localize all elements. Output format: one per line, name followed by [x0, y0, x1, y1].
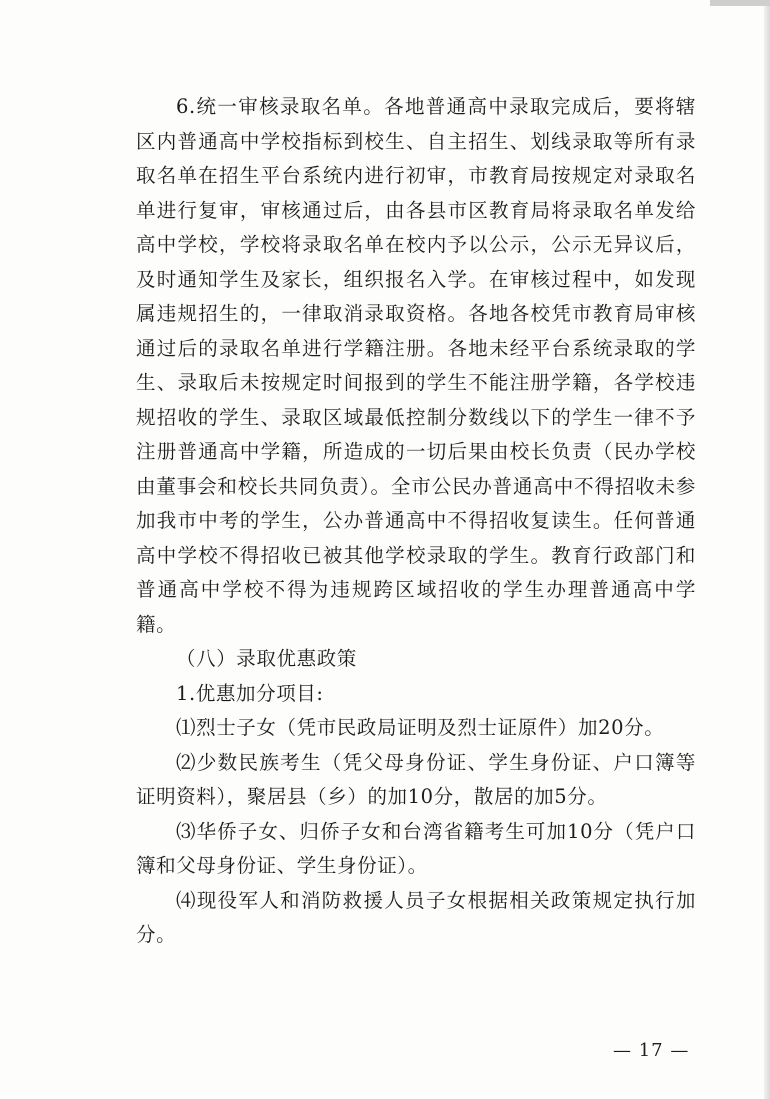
scan-corner — [710, 0, 770, 6]
paragraph-6: 6.统一审核录取名单。各地普通高中录取完成后，要将辖区内普通高中学校指标到校生、自主招生、划线录取等所有录取名单在招生平台系统内进行初审，市教育局按规定对录取名单进行复审，审核通过后，由各县市区教育局将录取名单发给高中学校，学校将录取名单在校内予以公示，公示无异议后，及时通知学生及家长，组织报名入学。在审核过程中，如发现属违规招生的，一律取消录取资格。各地各校凭市教育局审核通过后的录取名单进行学籍注册。各地未经平台系统录取的学生、录取后未按规定时间报到的学生不能注册学籍，各学校违规招收的学生、录取区域最低控制分数线以下的学生一律不予注册普通高中学籍，所造成的一切后果由校长负责（民办学校由董事会和校长共同负责）。全市公民办普通高中不得招收未参加我市中考的学生，公办普通高中不得招收复读生。任何普通高中学校不得招收已被其他学校录取的学生。教育行政部门和普通高中学校不得为违规跨区域招收的学生办理普通高中学籍。 — [136, 95, 696, 636]
item-1-heading: 1.优惠加分项目: — [176, 681, 324, 705]
document-body — [136, 90, 696, 953]
section-8-heading: （八）录取优惠政策 — [176, 647, 357, 670]
item-1-1: ⑴烈士子女（凭市民政局证明及烈士证原件）加20分。 — [176, 716, 665, 739]
item-1-4: ⑷现役军人和消防救援人员子女根据相关政策规定执行加分。 — [136, 888, 696, 946]
item-1-2: ⑵少数民族考生（凭父母身份证、学生身份证、户口簿等证明资料），聚居县（乡）的加10分，散居的加5分。 — [136, 750, 696, 808]
scan-edge — [764, 0, 770, 1099]
item-1-3: ⑶华侨子女、归侨子女和台湾省籍考生可加10分（凭户口簿和父母身份证、学生身份证）。 — [136, 819, 696, 877]
page-number: — 17 — — [613, 1040, 690, 1061]
